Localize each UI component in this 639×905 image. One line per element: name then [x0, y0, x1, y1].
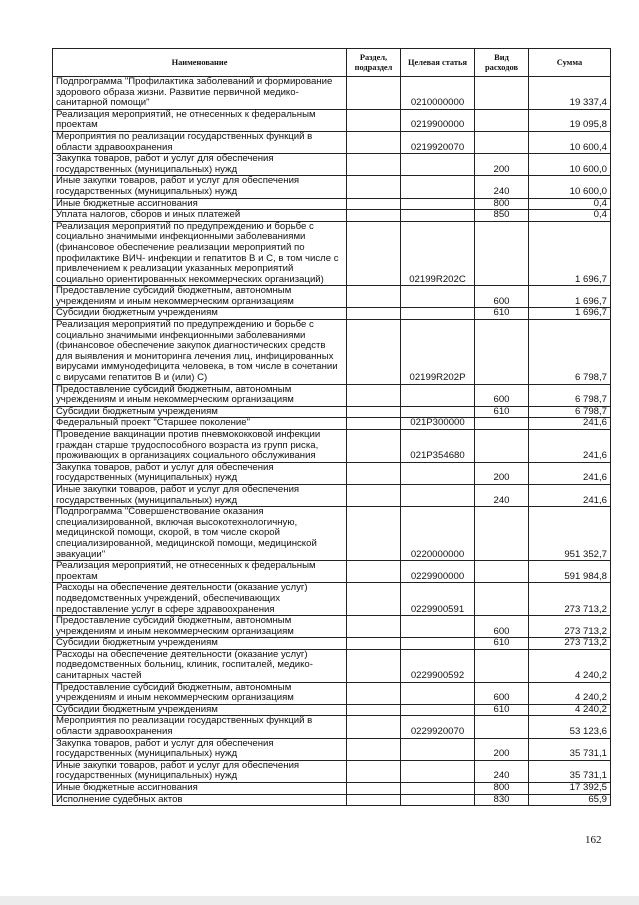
cell-expense-type: 240	[475, 176, 529, 198]
cell-section	[347, 760, 401, 782]
cell-section	[347, 176, 401, 198]
cell-name: Исполнение судебных актов	[53, 794, 347, 806]
cell-section	[347, 649, 401, 682]
cell-target-code	[401, 484, 475, 506]
cell-section	[347, 406, 401, 418]
table-row	[53, 507, 611, 561]
cell-name: Реализация мероприятий по предупреждению и борьбе с социально значимыми инфекционными заболеваниями (финансовое обеспечение реализации мероприятий по профилактике ВИЧ- инфекции и гепатитов В и С, в том числе с привлечением к реализации указанных мероприятий социально ориентированных некоммерческих организаций)	[53, 221, 347, 286]
cell-section	[347, 210, 401, 222]
cell-expense-type: 240	[475, 484, 529, 506]
cell-target-code: 0220000000	[401, 507, 475, 561]
table-row	[53, 760, 611, 782]
table-row	[53, 430, 611, 463]
cell-amount: 4 240,2	[529, 682, 611, 704]
cell-amount: 241,6	[529, 462, 611, 484]
table-row	[53, 682, 611, 704]
cell-section	[347, 794, 401, 806]
cell-expense-type	[475, 77, 529, 110]
cell-amount: 10 600,4	[529, 131, 611, 153]
cell-amount: 591 984,8	[529, 561, 611, 583]
cell-name: Предоставление субсидий бюджетным, автономным учреждениям и иным некоммерческим организациям	[53, 682, 347, 704]
cell-amount: 241,6	[529, 430, 611, 463]
cell-section	[347, 221, 401, 286]
cell-target-code	[401, 682, 475, 704]
cell-name: Иные бюджетные ассигнования	[53, 783, 347, 795]
cell-target-code	[401, 760, 475, 782]
cell-amount: 273 713,2	[529, 583, 611, 616]
cell-section	[347, 308, 401, 320]
cell-target-code: 0229900000	[401, 561, 475, 583]
cell-expense-type: 610	[475, 704, 529, 716]
cell-name: Расходы на обеспечение деятельности (оказание услуг) подведомственных учреждений, обеспечивающих предоставление услуг в сфере здравоохранения	[53, 583, 347, 616]
cell-target-code: 0219900000	[401, 109, 475, 131]
cell-section	[347, 704, 401, 716]
cell-name: Мероприятия по реализации государственных функций в области здравоохранения	[53, 131, 347, 153]
cell-name: Уплата налогов, сборов и иных платежей	[53, 210, 347, 222]
cell-target-code	[401, 406, 475, 418]
cell-expense-type	[475, 583, 529, 616]
cell-name: Реализация мероприятий, не отнесенных к федеральным проектам	[53, 561, 347, 583]
cell-expense-type: 610	[475, 406, 529, 418]
table-row	[53, 286, 611, 308]
cell-name: Проведение вакцинации против пневмококковой инфекции граждан старше трудоспособного возраста из групп риска, проживающих в организациях социального обслуживания	[53, 430, 347, 463]
cell-section	[347, 638, 401, 650]
cell-target-code	[401, 462, 475, 484]
cell-expense-type	[475, 649, 529, 682]
cell-name: Закупка товаров, работ и услуг для обеспечения государственных (муниципальных) нужд	[53, 154, 347, 176]
cell-expense-type: 800	[475, 198, 529, 210]
cell-amount: 6 798,7	[529, 320, 611, 385]
cell-target-code	[401, 638, 475, 650]
cell-section	[347, 384, 401, 406]
cell-target-code	[401, 210, 475, 222]
table-row	[53, 418, 611, 430]
cell-section	[347, 484, 401, 506]
table-row	[53, 406, 611, 418]
cell-expense-type: 610	[475, 638, 529, 650]
cell-target-code	[401, 783, 475, 795]
cell-amount: 1 696,7	[529, 286, 611, 308]
table-row	[53, 109, 611, 131]
cell-expense-type	[475, 418, 529, 430]
table-row	[53, 210, 611, 222]
cell-target-code: 02199R202P	[401, 320, 475, 385]
cell-expense-type: 850	[475, 210, 529, 222]
cell-target-code: 0229900591	[401, 583, 475, 616]
cell-target-code	[401, 616, 475, 638]
cell-target-code: 02199R202C	[401, 221, 475, 286]
table-row	[53, 384, 611, 406]
cell-expense-type: 200	[475, 738, 529, 760]
table-row	[53, 716, 611, 738]
cell-expense-type: 600	[475, 286, 529, 308]
cell-section	[347, 507, 401, 561]
cell-section	[347, 418, 401, 430]
cell-target-code	[401, 704, 475, 716]
cell-section	[347, 738, 401, 760]
cell-amount: 4 240,2	[529, 704, 611, 716]
cell-amount: 35 731,1	[529, 760, 611, 782]
cell-amount: 65,9	[529, 794, 611, 806]
table-row	[53, 583, 611, 616]
table-row	[53, 176, 611, 198]
table-row	[53, 462, 611, 484]
cell-amount: 10 600,0	[529, 176, 611, 198]
cell-amount: 19 095,8	[529, 109, 611, 131]
table-row	[53, 320, 611, 385]
header-target: Целевая статья	[401, 49, 475, 77]
cell-name: Иные бюджетные ассигнования	[53, 198, 347, 210]
table-body	[53, 77, 611, 806]
cell-amount: 17 392,5	[529, 783, 611, 795]
table-row	[53, 198, 611, 210]
cell-target-code	[401, 308, 475, 320]
cell-name: Иные закупки товаров, работ и услуг для обеспечения государственных (муниципальных) нужд	[53, 484, 347, 506]
cell-amount: 6 798,7	[529, 384, 611, 406]
bottom-scan-edge	[0, 896, 639, 905]
cell-amount: 0,4	[529, 198, 611, 210]
cell-name: Реализация мероприятий по предупреждению и борьбе с социально значимыми инфекционными заболеваниями (финансовое обеспечение закупок диагностических средств для выявления и мониторинга лечения лиц, инфицированных вирусами иммунодефицита человека, в том числе в сочетании с вирусами гепатитов В и (или) С)	[53, 320, 347, 385]
table-row	[53, 131, 611, 153]
cell-target-code	[401, 794, 475, 806]
table-row	[53, 484, 611, 506]
cell-expense-type	[475, 221, 529, 286]
cell-name: Расходы на обеспечение деятельности (оказание услуг) подведомственных больниц, клиник, госпиталей, медико-санитарных частей	[53, 649, 347, 682]
cell-section	[347, 320, 401, 385]
table-row	[53, 649, 611, 682]
cell-name: Предоставление субсидий бюджетным, автономным учреждениям и иным некоммерческим организациям	[53, 286, 347, 308]
cell-amount: 241,6	[529, 484, 611, 506]
cell-name: Субсидии бюджетным учреждениям	[53, 406, 347, 418]
cell-name: Субсидии бюджетным учреждениям	[53, 704, 347, 716]
cell-amount: 0,4	[529, 210, 611, 222]
cell-expense-type	[475, 430, 529, 463]
cell-name: Субсидии бюджетным учреждениям	[53, 308, 347, 320]
table-row	[53, 783, 611, 795]
cell-section	[347, 154, 401, 176]
cell-amount: 1 696,7	[529, 221, 611, 286]
cell-name: Иные закупки товаров, работ и услуг для обеспечения государственных (муниципальных) нужд	[53, 176, 347, 198]
cell-target-code	[401, 154, 475, 176]
cell-amount: 4 240,2	[529, 649, 611, 682]
cell-expense-type	[475, 109, 529, 131]
table-row	[53, 616, 611, 638]
cell-target-code	[401, 738, 475, 760]
header-expense-type: Вид расходов	[475, 49, 529, 77]
cell-expense-type	[475, 507, 529, 561]
cell-section	[347, 462, 401, 484]
cell-name: Реализация мероприятий, не отнесенных к федеральным проектам	[53, 109, 347, 131]
table-row	[53, 221, 611, 286]
cell-target-code: 0229900592	[401, 649, 475, 682]
cell-name: Федеральный проект "Старшее поколение"	[53, 418, 347, 430]
cell-expense-type	[475, 320, 529, 385]
cell-target-code: 0210000000	[401, 77, 475, 110]
cell-target-code: 021P300000	[401, 418, 475, 430]
cell-target-code: 0229920070	[401, 716, 475, 738]
cell-name: Мероприятия по реализации государственных функций в области здравоохранения	[53, 716, 347, 738]
cell-expense-type	[475, 131, 529, 153]
cell-section	[347, 77, 401, 110]
table-row	[53, 638, 611, 650]
table-row	[53, 154, 611, 176]
cell-target-code	[401, 198, 475, 210]
cell-target-code	[401, 286, 475, 308]
cell-amount: 53 123,6	[529, 716, 611, 738]
cell-name: Подпрограмма "Профилактика заболеваний и формирование здорового образа жизни. Развитие первичной медико-санитарной помощи"	[53, 77, 347, 110]
page-number: 162	[585, 834, 602, 846]
cell-name: Закупка товаров, работ и услуг для обеспечения государственных (муниципальных) нужд	[53, 462, 347, 484]
cell-expense-type	[475, 716, 529, 738]
cell-section	[347, 561, 401, 583]
cell-expense-type	[475, 561, 529, 583]
table-row	[53, 704, 611, 716]
table-header-row	[53, 49, 611, 77]
cell-section	[347, 430, 401, 463]
cell-section	[347, 682, 401, 704]
cell-expense-type: 800	[475, 783, 529, 795]
cell-expense-type: 600	[475, 616, 529, 638]
header-amount: Сумма	[529, 49, 611, 77]
cell-amount: 273 713,2	[529, 616, 611, 638]
header-section: Раздел, подраздел	[347, 49, 401, 77]
cell-target-code: 0219920070	[401, 131, 475, 153]
cell-expense-type: 830	[475, 794, 529, 806]
cell-amount: 6 798,7	[529, 406, 611, 418]
cell-amount: 10 600,0	[529, 154, 611, 176]
cell-expense-type: 600	[475, 384, 529, 406]
cell-amount: 35 731,1	[529, 738, 611, 760]
cell-target-code: 021P354680	[401, 430, 475, 463]
table-row	[53, 738, 611, 760]
cell-name: Предоставление субсидий бюджетным, автономным учреждениям и иным некоммерческим организациям	[53, 384, 347, 406]
cell-section	[347, 131, 401, 153]
cell-amount: 1 696,7	[529, 308, 611, 320]
cell-name: Предоставление субсидий бюджетным, автономным учреждениям и иным некоммерческим организациям	[53, 616, 347, 638]
cell-expense-type: 610	[475, 308, 529, 320]
cell-name: Субсидии бюджетным учреждениям	[53, 638, 347, 650]
cell-expense-type: 200	[475, 154, 529, 176]
cell-expense-type: 600	[475, 682, 529, 704]
table-row	[53, 77, 611, 110]
cell-amount: 951 352,7	[529, 507, 611, 561]
cell-section	[347, 616, 401, 638]
cell-expense-type: 200	[475, 462, 529, 484]
cell-amount: 241,6	[529, 418, 611, 430]
cell-name: Иные закупки товаров, работ и услуг для обеспечения государственных (муниципальных) нужд	[53, 760, 347, 782]
cell-amount: 19 337,4	[529, 77, 611, 110]
table-row	[53, 794, 611, 806]
cell-name: Подпрограмма "Совершенствование оказания специализированной, включая высокотехнологичную, медицинской помощи, скорой, в том числе скорой специализированной, медицинской помощи, медицинской эвакуации"	[53, 507, 347, 561]
cell-name: Закупка товаров, работ и услуг для обеспечения государственных (муниципальных) нужд	[53, 738, 347, 760]
cell-section	[347, 109, 401, 131]
cell-target-code	[401, 384, 475, 406]
cell-section	[347, 583, 401, 616]
table-row	[53, 561, 611, 583]
budget-table	[52, 48, 611, 806]
cell-section	[347, 198, 401, 210]
cell-section	[347, 286, 401, 308]
cell-expense-type: 240	[475, 760, 529, 782]
cell-amount: 273 713,2	[529, 638, 611, 650]
header-name: Наименование	[53, 49, 347, 77]
cell-section	[347, 783, 401, 795]
table-row	[53, 308, 611, 320]
cell-target-code	[401, 176, 475, 198]
cell-section	[347, 716, 401, 738]
